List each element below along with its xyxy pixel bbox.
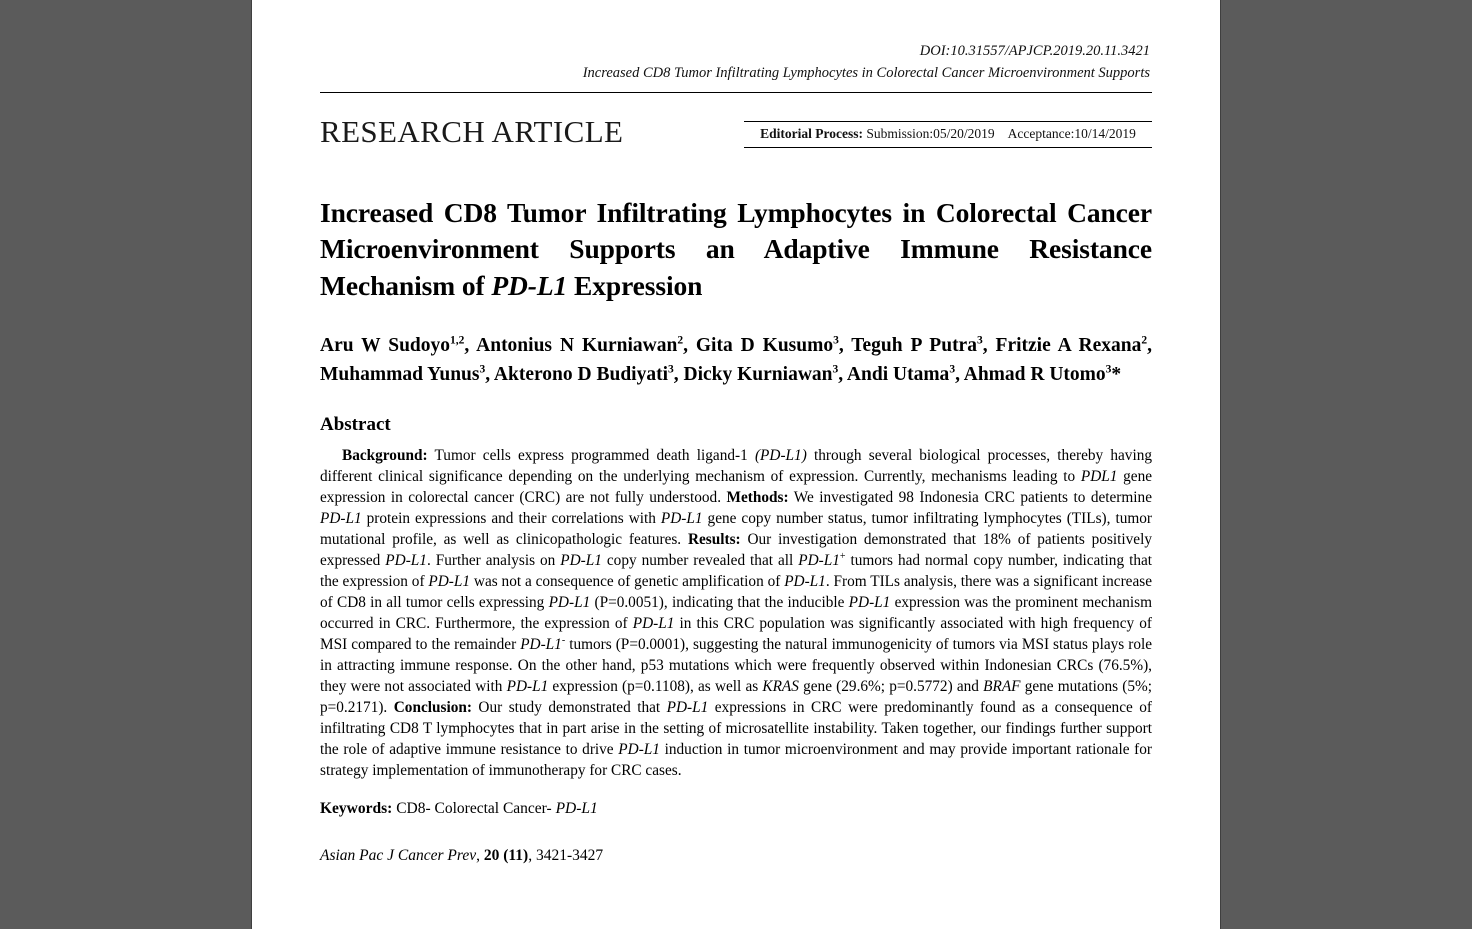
title-gene-name: PD-L1 bbox=[491, 269, 568, 301]
abstract-methods-italic-a: PD-L1 bbox=[320, 509, 362, 527]
journal-volume: 20 (11) bbox=[483, 847, 529, 865]
keywords-value: CD8- Colorectal Cancer- bbox=[392, 800, 556, 818]
abstract-background-label: Background: bbox=[342, 446, 428, 464]
editorial-bottom-rule bbox=[744, 147, 1152, 148]
title-segment-2: Expression bbox=[567, 269, 703, 301]
abstract-methods-italic-b: PD-L1 bbox=[660, 509, 703, 527]
abstract-background-b: through several biological processes, thereby having different clinical significance depending on the underlying mechanism of expression. Currently, mechanisms leading to bbox=[320, 446, 1152, 485]
abstract-background-a: Tumor cells express programmed death ligand-1 bbox=[427, 446, 755, 464]
keywords-italic: PD-L1 bbox=[555, 800, 598, 818]
abstract-methods-label: Methods: bbox=[726, 488, 789, 506]
editorial-top-rule bbox=[744, 121, 1152, 122]
abstract-background-italic-a: (PD-L1) bbox=[754, 446, 807, 464]
abstract-background-c: gene expression in colorectal cancer (CRC) are not fully understood. bbox=[320, 467, 1153, 506]
editorial-label: Editorial Process: bbox=[760, 126, 863, 142]
abstract-methods-c: gene copy number status, tumor infiltrating lymphocytes (TILs), tumor mutational profile, as well as clinicopathologic features. bbox=[320, 509, 1152, 548]
running-head bbox=[320, 40, 1152, 85]
abstract-methods-b: protein expressions and their correlations with bbox=[361, 509, 661, 527]
title-segment-1: Increased CD8 Tumor Infiltrating Lymphocytes in Colorectal Cancer Microenvironment Supports an Adaptive Immune Resistance Mechanism of bbox=[320, 197, 1152, 301]
paper-page bbox=[252, 0, 1220, 929]
journal-pages: , 3421-3427 bbox=[528, 847, 604, 865]
abstract-results-text: Our investigation demonstrated that 18% of patients positively expressed PD-L1. Further analysis on PD-L1 copy number revealed that all PD-L1+ tumors had normal copy number, indicating that the expression of PD-L1 was not a consequence of genetic amplification of PD-L1. From TILs analysis, there was a significant increase of CD8 in all tumor cells expressing PD-L1 (P=0.0051), indicating that the inducible PD-L1 expression was the prominent mechanism occurred in CRC. Furthermore, the expression of PD-L1 in this CRC population was significantly associated with high frequency of MSI compared to the remainder PD-L1- tumors (P=0.0001), suggesting the natural immunogenicity of tumors via MSI status plays role in attracting immune response. On the other hand, p53 mutations which were frequently observed within Indonesian CRCs (76.5%), they were not associated with PD-L1 expression (p=0.1108), as well as KRAS gene (29.6%; p=0.5772) and BRAF gene mutations (5%; p=0.2171). bbox=[320, 530, 1153, 717]
author-list: Aru W Sudoyo$^{1,2}$, Antonius N Kurniawan$^2$, Gita D Kusumo$^3$, Teguh P Putra$^3$, Fritzie A Rexana$^2$, Muhammad Yunus$^3$, Akterono D Budiyati$^3$, Dicky Kurniawan$^3$, Andi Utama$^3$, Ahmad R Utomo$^3$* bbox=[320, 334, 1152, 385]
abstract-text bbox=[320, 445, 1152, 782]
header-divider bbox=[320, 92, 1152, 93]
abstract-conclusion-text: Our study demonstrated that PD-L1 expressions in CRC were predominantly found as a consequence of infiltrating CD8 T lymphocytes that in part arise in the setting of microsatellite instability. Taken together, our findings further support the role of adaptive immune resistance to drive PD-L1 induction in tumor microenvironment and may provide important rationale for strategy implementation of immunotherapy for CRC cases. bbox=[320, 699, 1153, 780]
doi-text: DOI:10.31557/APJCP.2019.20.11.3421 bbox=[919, 43, 1150, 59]
section-label: RESEARCH ARTICLE bbox=[320, 113, 624, 149]
keywords-line bbox=[320, 800, 1152, 818]
acceptance-date: Acceptance:10/14/2019 bbox=[1007, 126, 1136, 142]
abstract-heading: Abstract bbox=[320, 413, 391, 435]
abstract-results-label: Results: bbox=[687, 530, 741, 548]
page-title bbox=[320, 195, 1152, 304]
submission-date: Submission:05/20/2019 bbox=[866, 126, 995, 142]
abstract-conclusion-label: Conclusion: bbox=[393, 699, 472, 717]
keywords-label: Keywords: bbox=[320, 800, 393, 818]
abstract-background-italic-b: PDL1 bbox=[1080, 467, 1118, 485]
editorial-process-box bbox=[744, 121, 1152, 151]
journal-citation: Asian Pac J Cancer Prev, 20 (11), 3421-3427 bbox=[320, 847, 604, 865]
journal-name: Asian Pac J Cancer Prev bbox=[320, 847, 477, 865]
abstract-methods-a: We investigated 98 Indonesia CRC patients to determine bbox=[788, 488, 1152, 506]
running-title: Increased CD8 Tumor Infiltrating Lymphocytes in Colorectal Cancer Microenvironment Supports bbox=[582, 65, 1150, 82]
article-header-row bbox=[320, 115, 1152, 151]
